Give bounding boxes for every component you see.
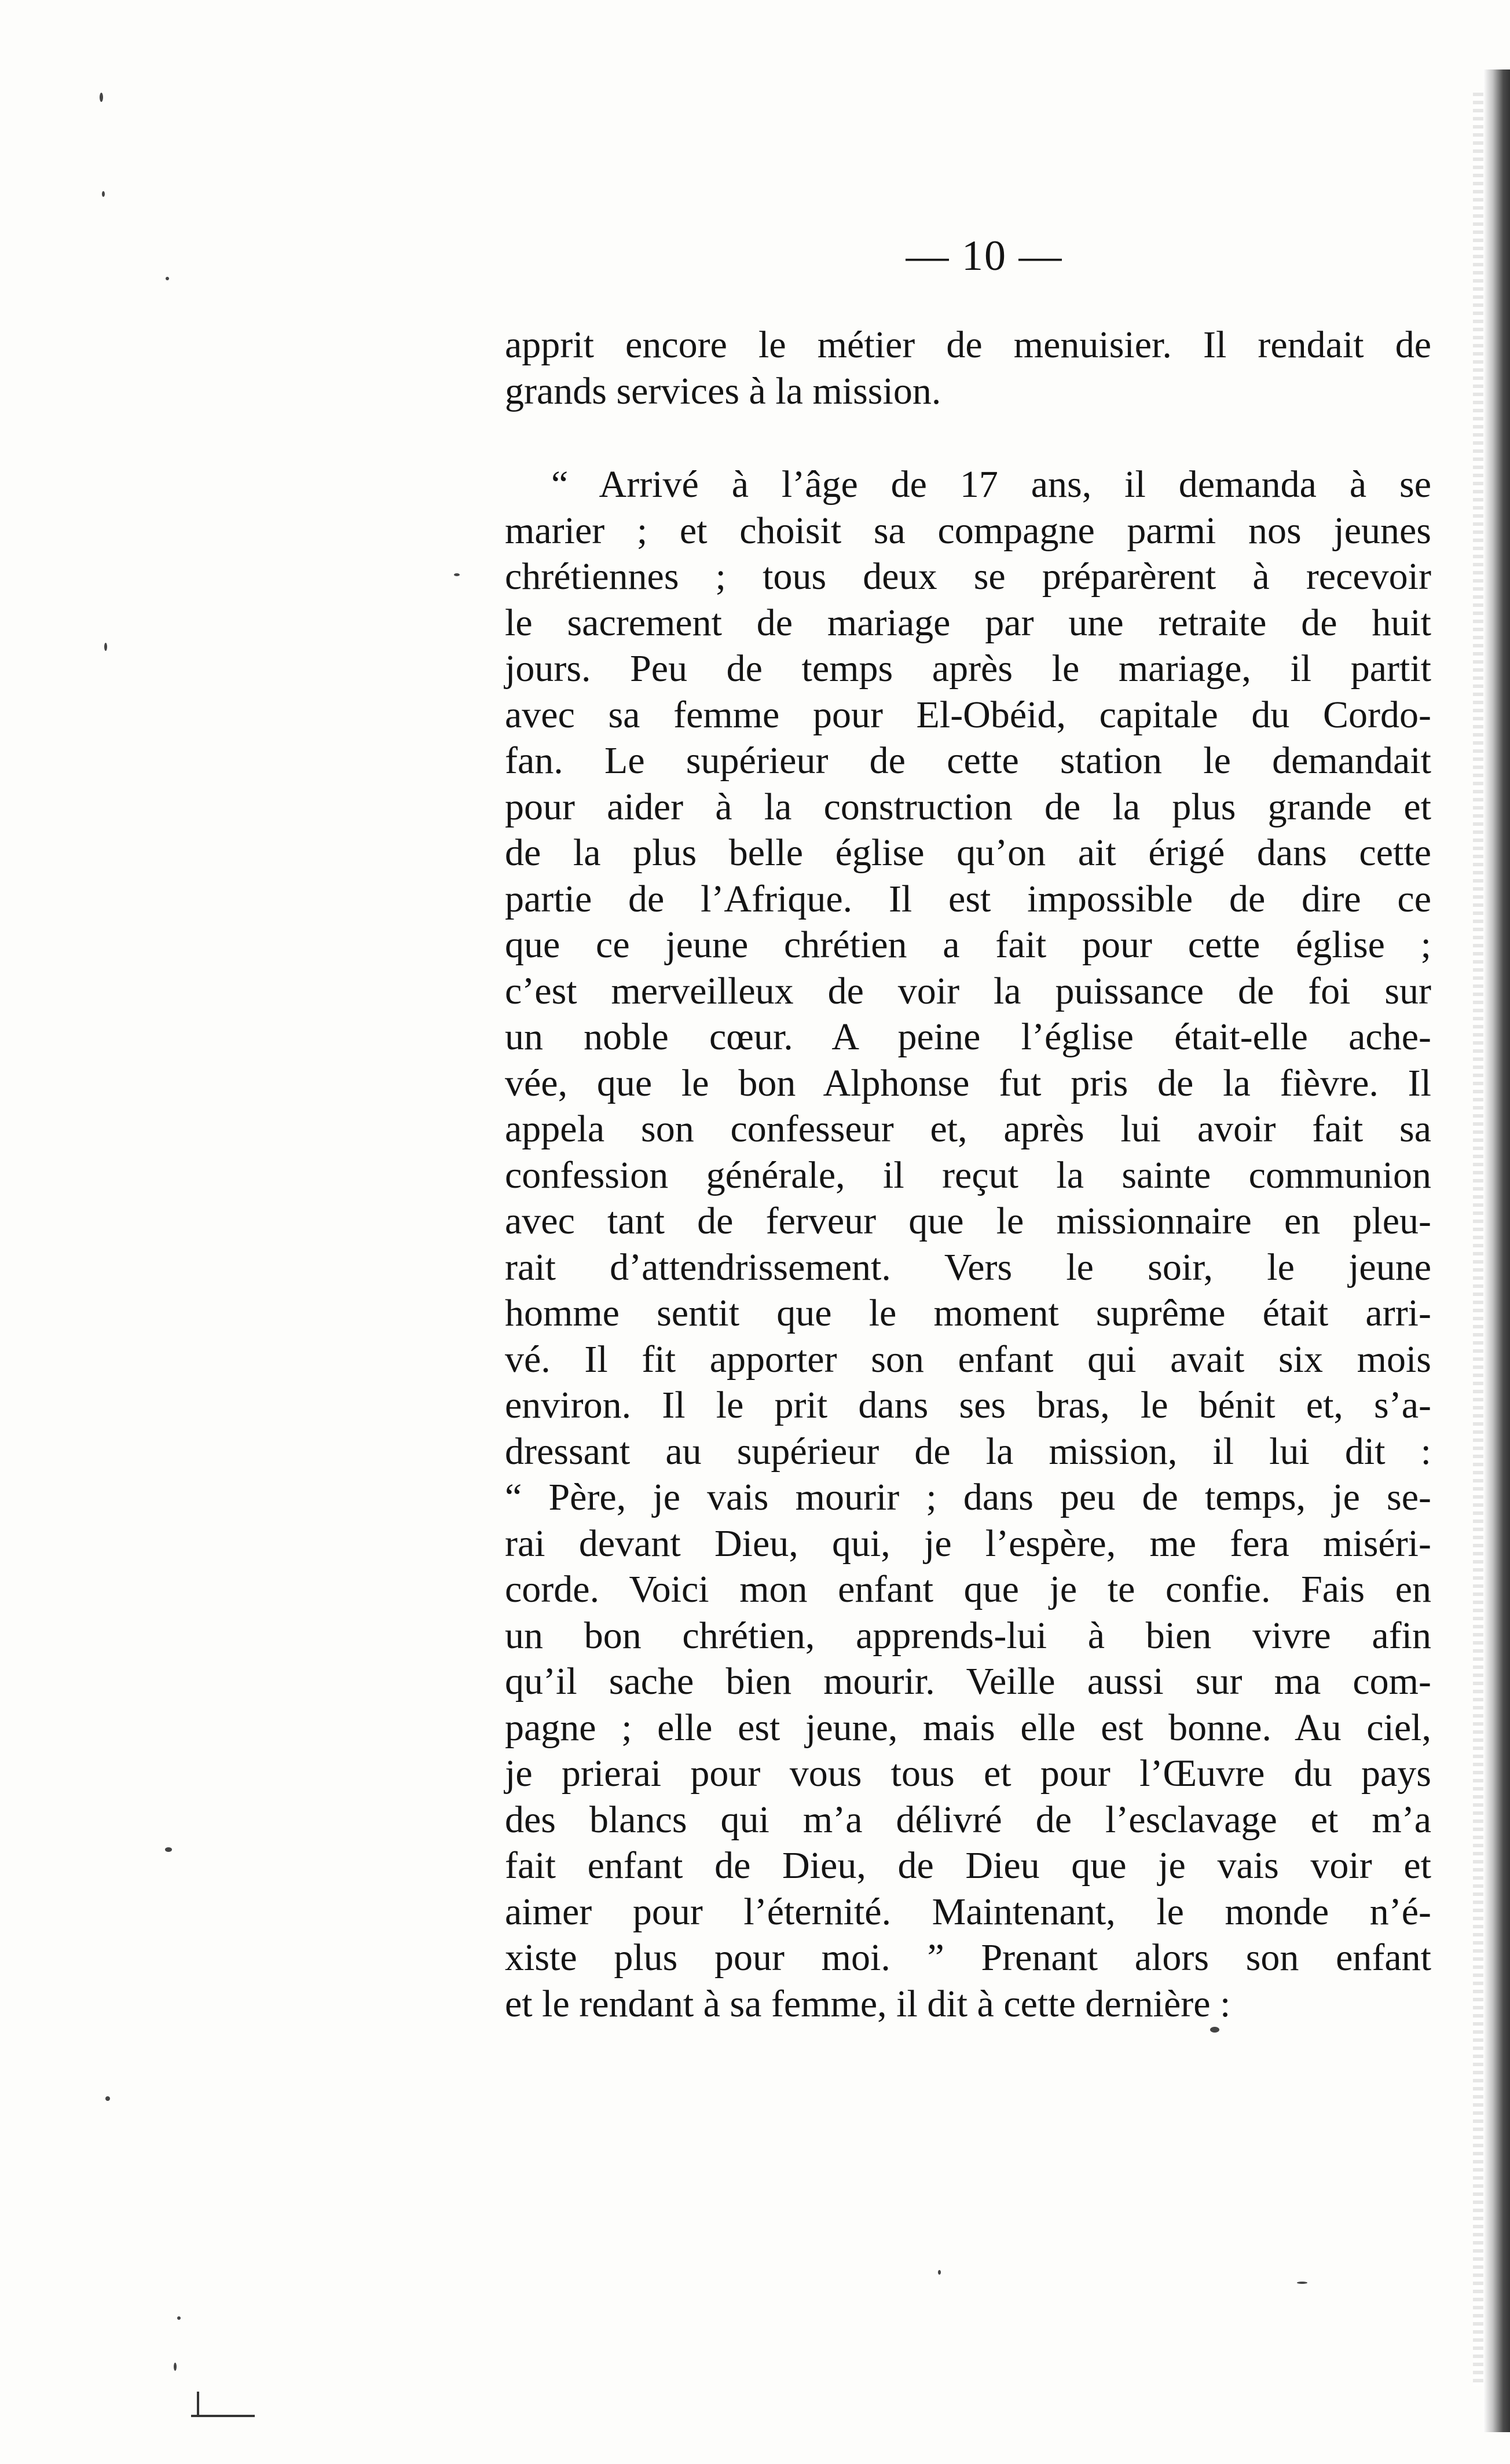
scan-speck bbox=[104, 643, 107, 651]
text-line: que ce jeune chrétien a fait pour cette église ; bbox=[505, 924, 1431, 966]
text-line: je prierai pour vous tous et pour l’Œuvre du pays bbox=[505, 1752, 1431, 1795]
text-line: xiste plus pour moi. ” Prenant alors son enfant bbox=[505, 1936, 1431, 1979]
text-line: pagne ; elle est jeune, mais elle est bonne. Au ciel, bbox=[505, 1706, 1431, 1749]
text-line: apprit encore le métier de menuisier. Il rendait de bbox=[505, 324, 1431, 366]
text-line: qu’il sache bien mourir. Veille aussi sur ma com- bbox=[505, 1660, 1431, 1703]
text-line: marier ; et choisit sa compagne parmi nos jeunes bbox=[505, 509, 1431, 552]
text-line: des blancs qui m’a délivré de l’esclavage et m’a bbox=[505, 1798, 1431, 1841]
text-line: avec sa femme pour El-Obéid, capitale du Cordo- bbox=[505, 693, 1431, 736]
text-line: un bon chrétien, apprends-lui à bien vivre afin bbox=[505, 1614, 1431, 1657]
text-line: le sacrement de mariage par une retraite de huit bbox=[505, 601, 1431, 644]
text-line: rait d’attendrissement. Vers le soir, le jeune bbox=[505, 1246, 1431, 1288]
text-line: environ. Il le prit dans ses bras, le bénit et, s’a- bbox=[505, 1384, 1431, 1426]
scan-speck bbox=[177, 2316, 181, 2320]
scan-speck bbox=[102, 191, 105, 197]
text-line: “ Arrivé à l’âge de 17 ans, il demanda à se bbox=[551, 463, 1431, 506]
scan-speck bbox=[174, 2363, 177, 2371]
page-edge-shadow bbox=[1483, 69, 1510, 2432]
text-line: fait enfant de Dieu, de Dieu que je vais voir et bbox=[505, 1844, 1431, 1887]
scan-speck bbox=[938, 2270, 941, 2275]
text-line: de la plus belle église qu’on ait érigé dans cette bbox=[505, 832, 1431, 874]
scan-speck bbox=[105, 2096, 110, 2101]
text-line: aimer pour l’éternité. Maintenant, le monde n’é- bbox=[505, 1890, 1431, 1933]
text-line: et le rendant à sa femme, il dit à cette dernière : bbox=[505, 1982, 1231, 2025]
text-line: un noble cœur. A peine l’église était-elle ache- bbox=[505, 1016, 1431, 1058]
text-line: dressant au supérieur de la mission, il lui dit : bbox=[505, 1430, 1431, 1473]
text-line: c’est merveilleux de voir la puissance de foi sur bbox=[505, 969, 1431, 1012]
scan-speck bbox=[166, 277, 169, 280]
scan-mark bbox=[191, 2415, 255, 2417]
paragraph-2 bbox=[505, 462, 1431, 2027]
page-edge-texture bbox=[1473, 93, 1483, 2386]
text-line: vé. Il fit apporter son enfant qui avait six mois bbox=[505, 1338, 1431, 1381]
text-line: fan. Le supérieur de cette station le demandait bbox=[505, 739, 1431, 782]
text-line: grands services à la mission. bbox=[505, 369, 941, 412]
scan-mark bbox=[197, 2392, 199, 2415]
text-line: “ Père, je vais mourir ; dans peu de temps, je se- bbox=[505, 1476, 1431, 1518]
paragraph-1 bbox=[505, 322, 1431, 414]
text-line: rai devant Dieu, qui, je l’espère, me fera miséri- bbox=[505, 1522, 1431, 1565]
text-line: jours. Peu de temps après le mariage, il partit bbox=[505, 647, 1431, 690]
scan-speck bbox=[100, 93, 103, 102]
text-line: pour aider à la construction de la plus grande et bbox=[505, 785, 1431, 828]
paragraph-gap bbox=[505, 414, 1431, 462]
text-line: chrétiennes ; tous deux se préparèrent à recevoir bbox=[505, 555, 1431, 598]
page-number: — 10 — bbox=[906, 232, 1063, 280]
scan-speck bbox=[1297, 2282, 1307, 2284]
text-line: corde. Voici mon enfant que je te confie. Fais en bbox=[505, 1568, 1431, 1610]
text-line: homme sentit que le moment suprême était arri- bbox=[505, 1292, 1431, 1334]
text-line: avec tant de ferveur que le missionnaire en pleu- bbox=[505, 1200, 1431, 1242]
text-line: partie de l’Afrique. Il est impossible de dire ce bbox=[505, 877, 1431, 920]
text-line: confession générale, il reçut la sainte communion bbox=[505, 1154, 1431, 1196]
scan-speck bbox=[165, 1847, 172, 1852]
scan-speck bbox=[454, 573, 460, 576]
scan-speck bbox=[1210, 2027, 1219, 2033]
text-line: vée, que le bon Alphonse fut pris de la fièvre. Il bbox=[505, 1061, 1431, 1104]
text-line: appela son confesseur et, après lui avoir fait sa bbox=[505, 1108, 1431, 1150]
body-text bbox=[505, 322, 1431, 2027]
